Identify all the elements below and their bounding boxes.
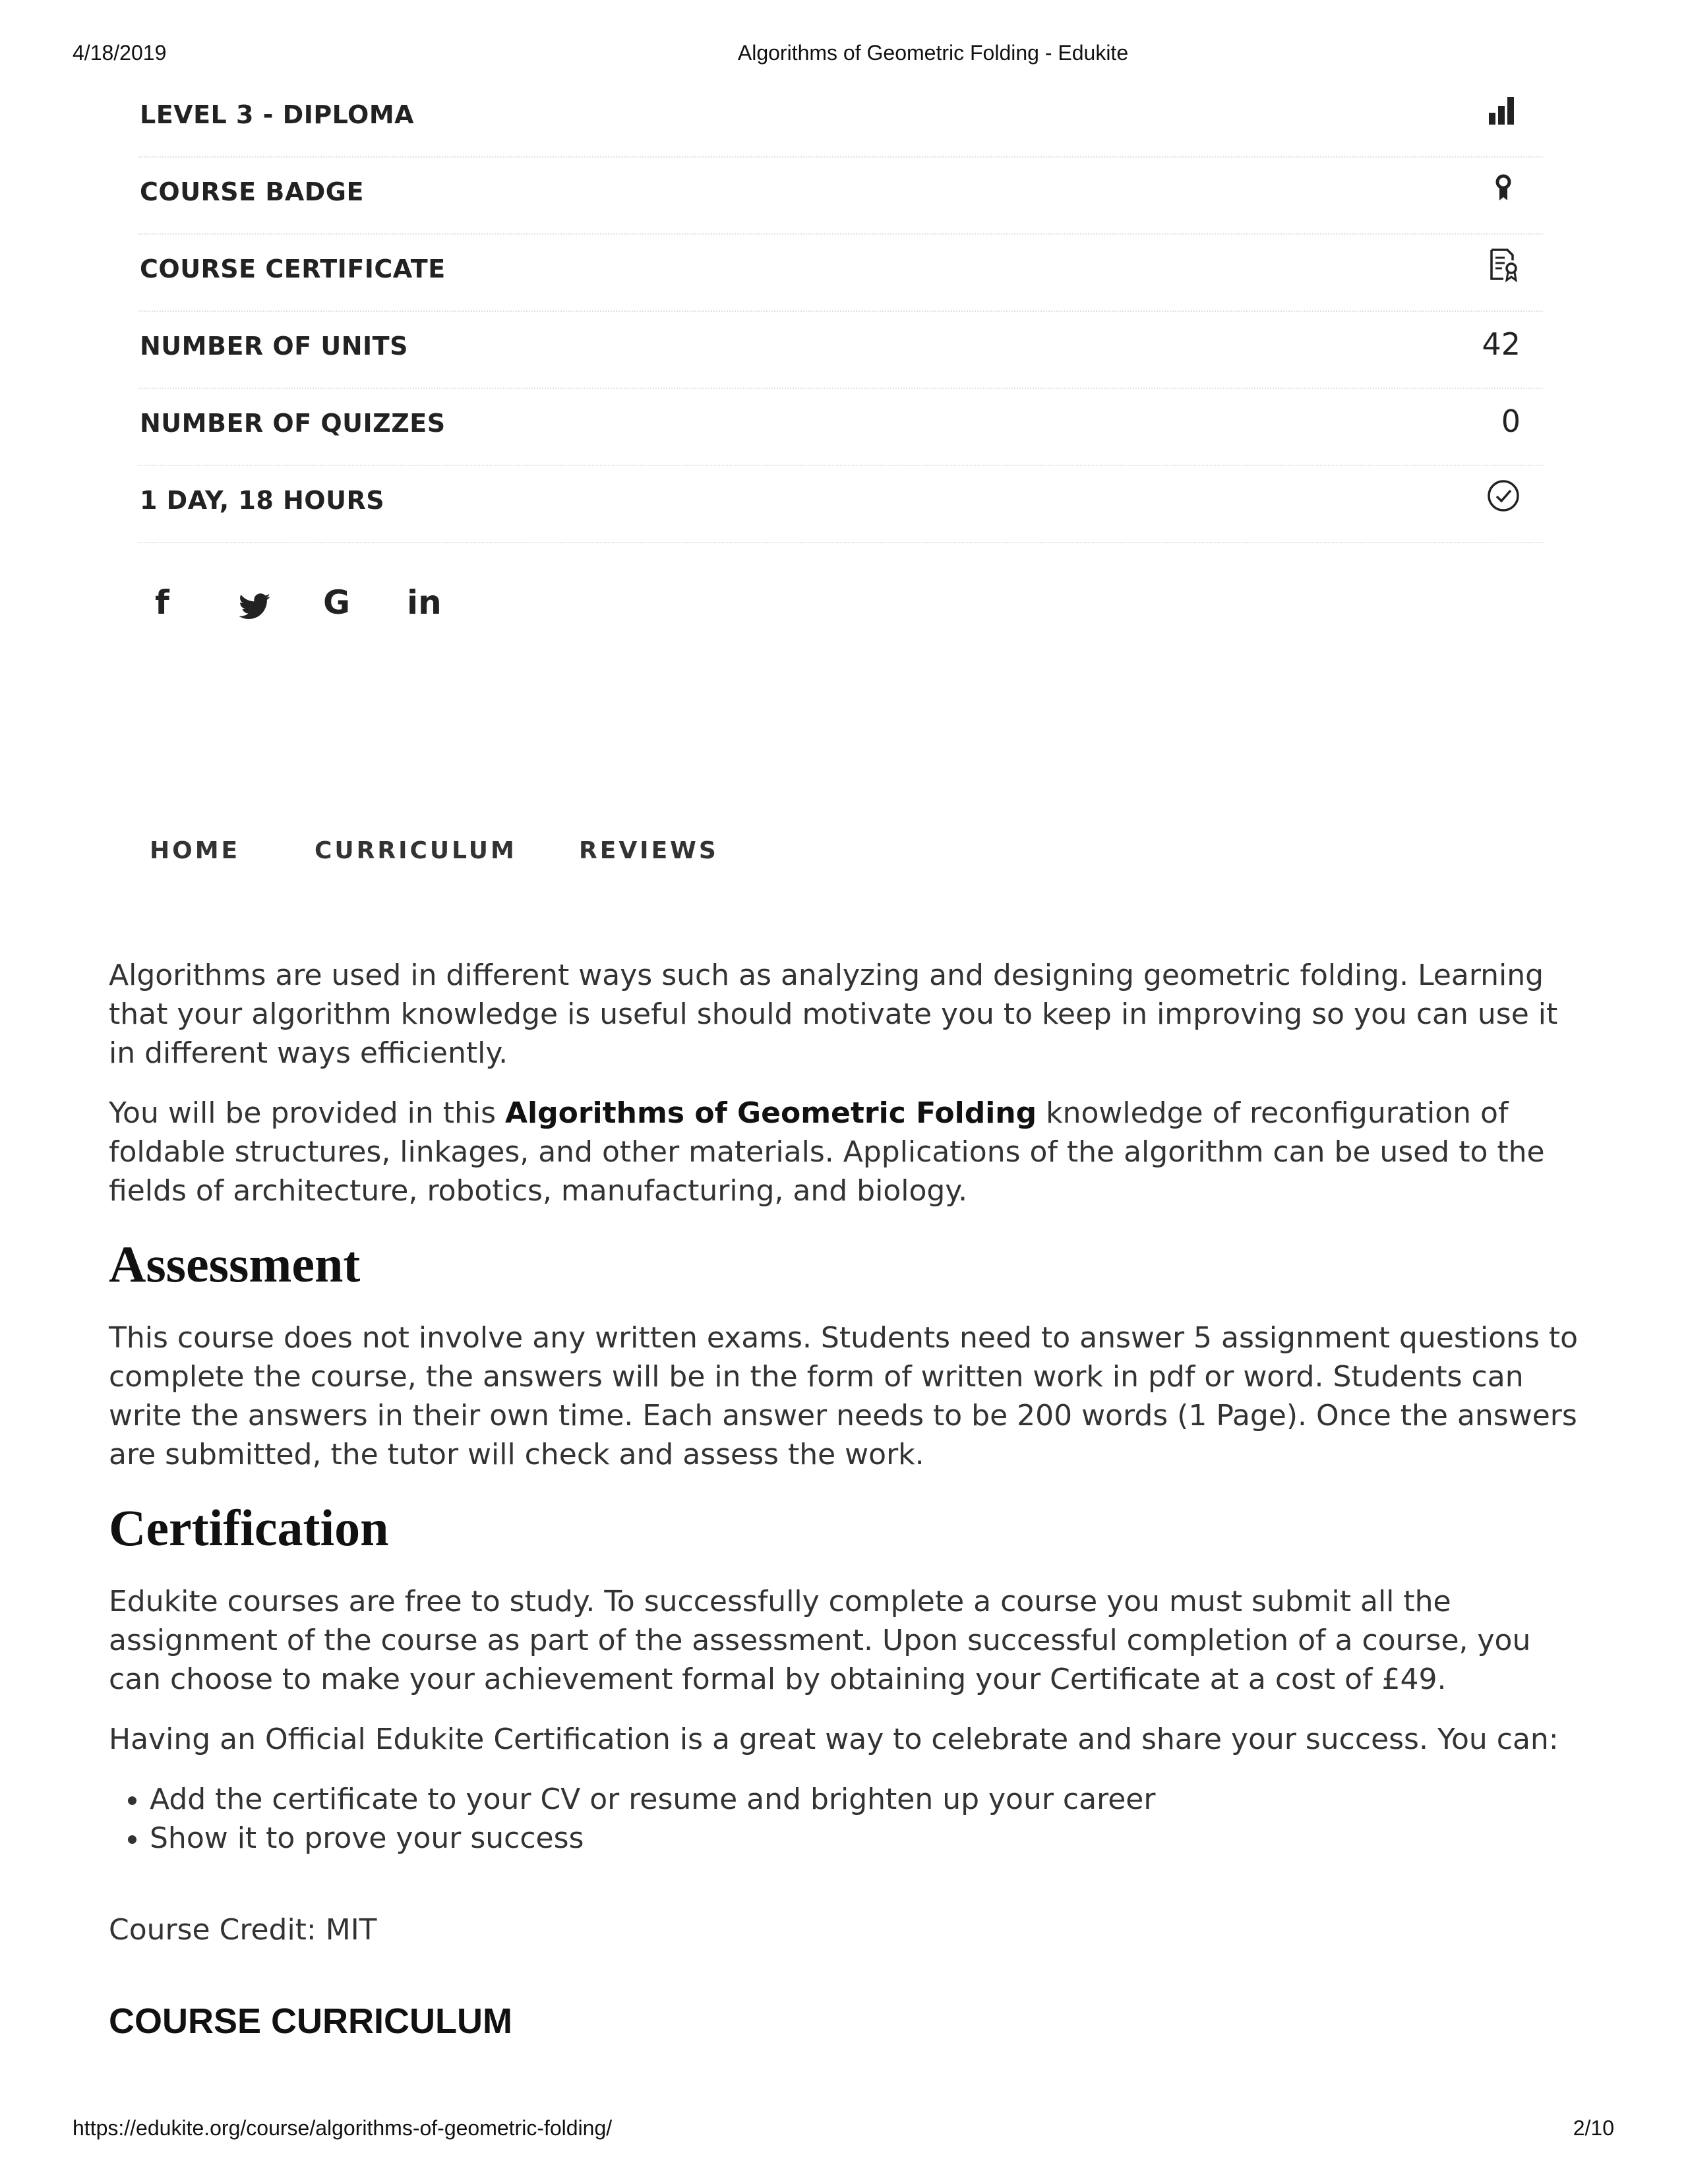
print-url: https://edukite.org/course/algorithms-of-geometric-folding/ bbox=[73, 2116, 613, 2140]
level-label: LEVEL 3 - DIPLOMA bbox=[140, 100, 415, 129]
info-row-duration bbox=[138, 466, 1543, 543]
course-description bbox=[109, 956, 1586, 2041]
badge-label: COURSE BADGE bbox=[140, 177, 364, 206]
course-name-bold: Algorithms of Geometric Folding bbox=[504, 1096, 1037, 1130]
print-footer bbox=[0, 2116, 1688, 2142]
badge-icon bbox=[1484, 167, 1523, 207]
units-label: NUMBER OF UNITS bbox=[140, 332, 408, 361]
info-row-certificate bbox=[138, 235, 1543, 312]
tab-curriculum[interactable]: CURRICULUM bbox=[315, 837, 517, 864]
quizzes-label: NUMBER OF QUIZZES bbox=[140, 409, 446, 438]
facebook-icon[interactable]: f bbox=[155, 583, 169, 622]
quizzes-value: 0 bbox=[1501, 403, 1521, 439]
tab-home[interactable]: HOME bbox=[150, 837, 241, 864]
info-row-badge bbox=[138, 158, 1543, 235]
units-value: 42 bbox=[1482, 326, 1521, 362]
intro-paragraph-2: You will be provided in this Algorithms of Geometric Folding knowledge of reconfiguration of foldable structures, linkages, and other materials. Applications of the algorithm can be used to the fields of architecture, robotics, manufacturing, and biology. bbox=[109, 1096, 1545, 1208]
course-info-list bbox=[138, 80, 1543, 543]
tab-reviews[interactable]: REVIEWS bbox=[579, 837, 719, 864]
certification-paragraph-1: Edukite courses are free to study. To successfully complete a course you must submit all the assignment of the course as part of the assessment. Upon successful completion of a course, you can choose to make your achievement formal by obtaining your Certificate at a cost of £49. bbox=[109, 1585, 1531, 1696]
course-credit: Course Credit: MIT bbox=[109, 1913, 377, 1947]
certificate-label: COURSE CERTIFICATE bbox=[140, 254, 446, 283]
certification-heading: Certification bbox=[109, 1499, 389, 1556]
info-row-level bbox=[138, 80, 1543, 158]
benefits-list bbox=[109, 1780, 1586, 1858]
print-page-number: 2/10 bbox=[1573, 2116, 1614, 2140]
clock-check-icon bbox=[1484, 476, 1523, 516]
certification-paragraph-2: Having an Official Edukite Certification is a great way to celebrate and share your success. You can: bbox=[109, 1723, 1559, 1756]
assessment-heading: Assessment bbox=[109, 1235, 361, 1293]
info-row-units bbox=[138, 312, 1543, 389]
bar-chart-icon bbox=[1484, 90, 1523, 130]
certificate-icon bbox=[1484, 245, 1523, 284]
duration-label: 1 DAY, 18 HOURS bbox=[140, 486, 385, 515]
twitter-icon[interactable] bbox=[237, 583, 272, 632]
intro-paragraph-1: Algorithms are used in different ways such as analyzing and designing geometric folding. Learning that your algorithm knowledge is useful should motivate you to keep in improving so you can use it in different ways efficiently. bbox=[109, 959, 1558, 1070]
print-title: Algorithms of Geometric Folding - Edukite bbox=[737, 41, 1129, 65]
list-item: • Show it to prove your success bbox=[150, 1819, 1586, 1858]
info-row-quizzes bbox=[138, 389, 1543, 466]
print-date: 4/18/2019 bbox=[73, 41, 167, 65]
linkedin-icon[interactable]: in bbox=[407, 583, 442, 622]
google-icon[interactable]: G bbox=[323, 583, 351, 622]
print-header bbox=[0, 41, 1688, 67]
course-curriculum-heading: COURSE CURRICULUM bbox=[109, 2001, 512, 2041]
assessment-paragraph: This course does not involve any written exams. Students need to answer 5 assignment questions to complete the course, the answers will be in the form of written work in pdf or word. Students can write the answers in their own time. Each answer needs to be 200 words (1 Page). Once the answers are submitted, the tutor will check and assess the work. bbox=[109, 1321, 1579, 1471]
list-item: • Add the certificate to your CV or resume and brighten up your career bbox=[150, 1780, 1586, 1819]
